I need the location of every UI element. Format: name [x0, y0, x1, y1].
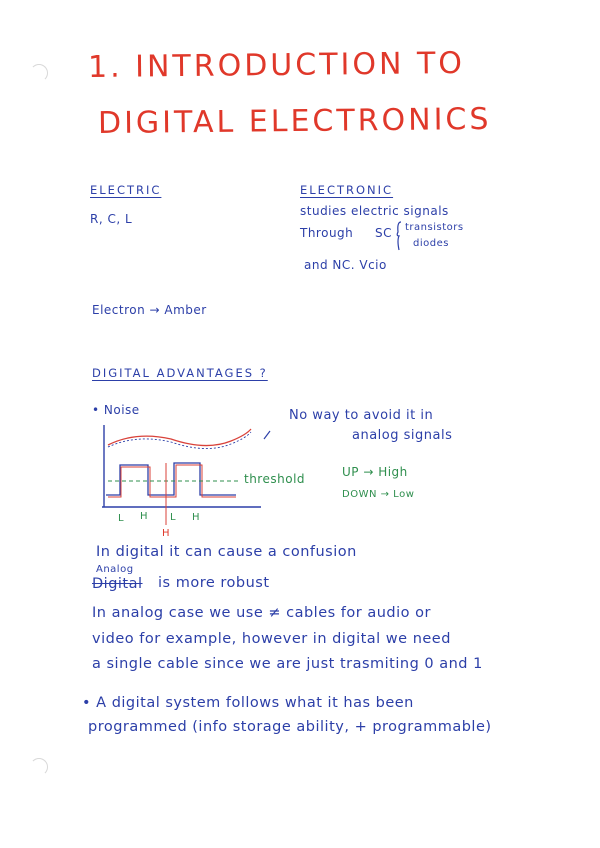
struck-digital: Digital [92, 576, 143, 592]
electronic-sc: SC [375, 226, 392, 240]
electronic-heading: ELECTRONIC [300, 183, 394, 197]
system-line-2: programmed (info storage ability, + programmable) [88, 719, 492, 735]
analog-noisy-curve [108, 429, 251, 446]
axis-label-h1: H [140, 511, 149, 522]
no-way-note: No way to avoid it in [289, 408, 434, 423]
axis-label-l2: L [170, 512, 177, 523]
down-low-label: DOWN → Low [342, 489, 415, 500]
page-title-line1: 1. INTRODUCTION TO [87, 46, 466, 85]
electronic-transistors: transistors [405, 222, 464, 233]
cables-line-3: a single cable since we are just trasmiting 0 and 1 [92, 656, 483, 672]
threshold-label: threshold [244, 472, 306, 486]
page-title-line2: DIGITAL ELECTRONICS [97, 101, 492, 142]
curly-brace-shape [397, 222, 401, 250]
h-marker-label: H [162, 528, 171, 539]
digital-square-wave [106, 463, 236, 495]
system-line-1: • A digital system follows what it has been [82, 695, 414, 711]
robust-line: is more robust [158, 575, 270, 591]
noise-label: • Noise [92, 403, 140, 417]
advantages-heading: DIGITAL ADVANTAGES ? [92, 366, 268, 380]
axis-label-h2: H [192, 512, 201, 523]
electronic-line3: and NC. Vcio [304, 258, 387, 272]
axis-label-l1: L [118, 513, 125, 524]
electric-items: R, C, L [90, 212, 133, 226]
electronic-line1: studies electric signals [300, 204, 449, 218]
analog-signals-note: analog signals [352, 428, 453, 443]
noise-signal-diagram [96, 415, 286, 525]
up-high-label: UP → High [342, 465, 408, 479]
analog-insert: Analog [96, 564, 134, 575]
cables-line-1: In analog case we use ≠ cables for audio or [92, 605, 431, 621]
electronic-through: Through [300, 226, 354, 240]
electric-heading: ELECTRIC [90, 183, 162, 197]
pointer-arrow [264, 431, 270, 439]
analog-wave-line [108, 432, 251, 449]
confusion-line: In digital it can cause a confusion [96, 544, 357, 560]
electron-amber-note: Electron → Amber [92, 303, 207, 317]
electronic-diodes: diodes [413, 238, 449, 249]
cables-line-2: video for example, however in digital we need [92, 631, 451, 647]
